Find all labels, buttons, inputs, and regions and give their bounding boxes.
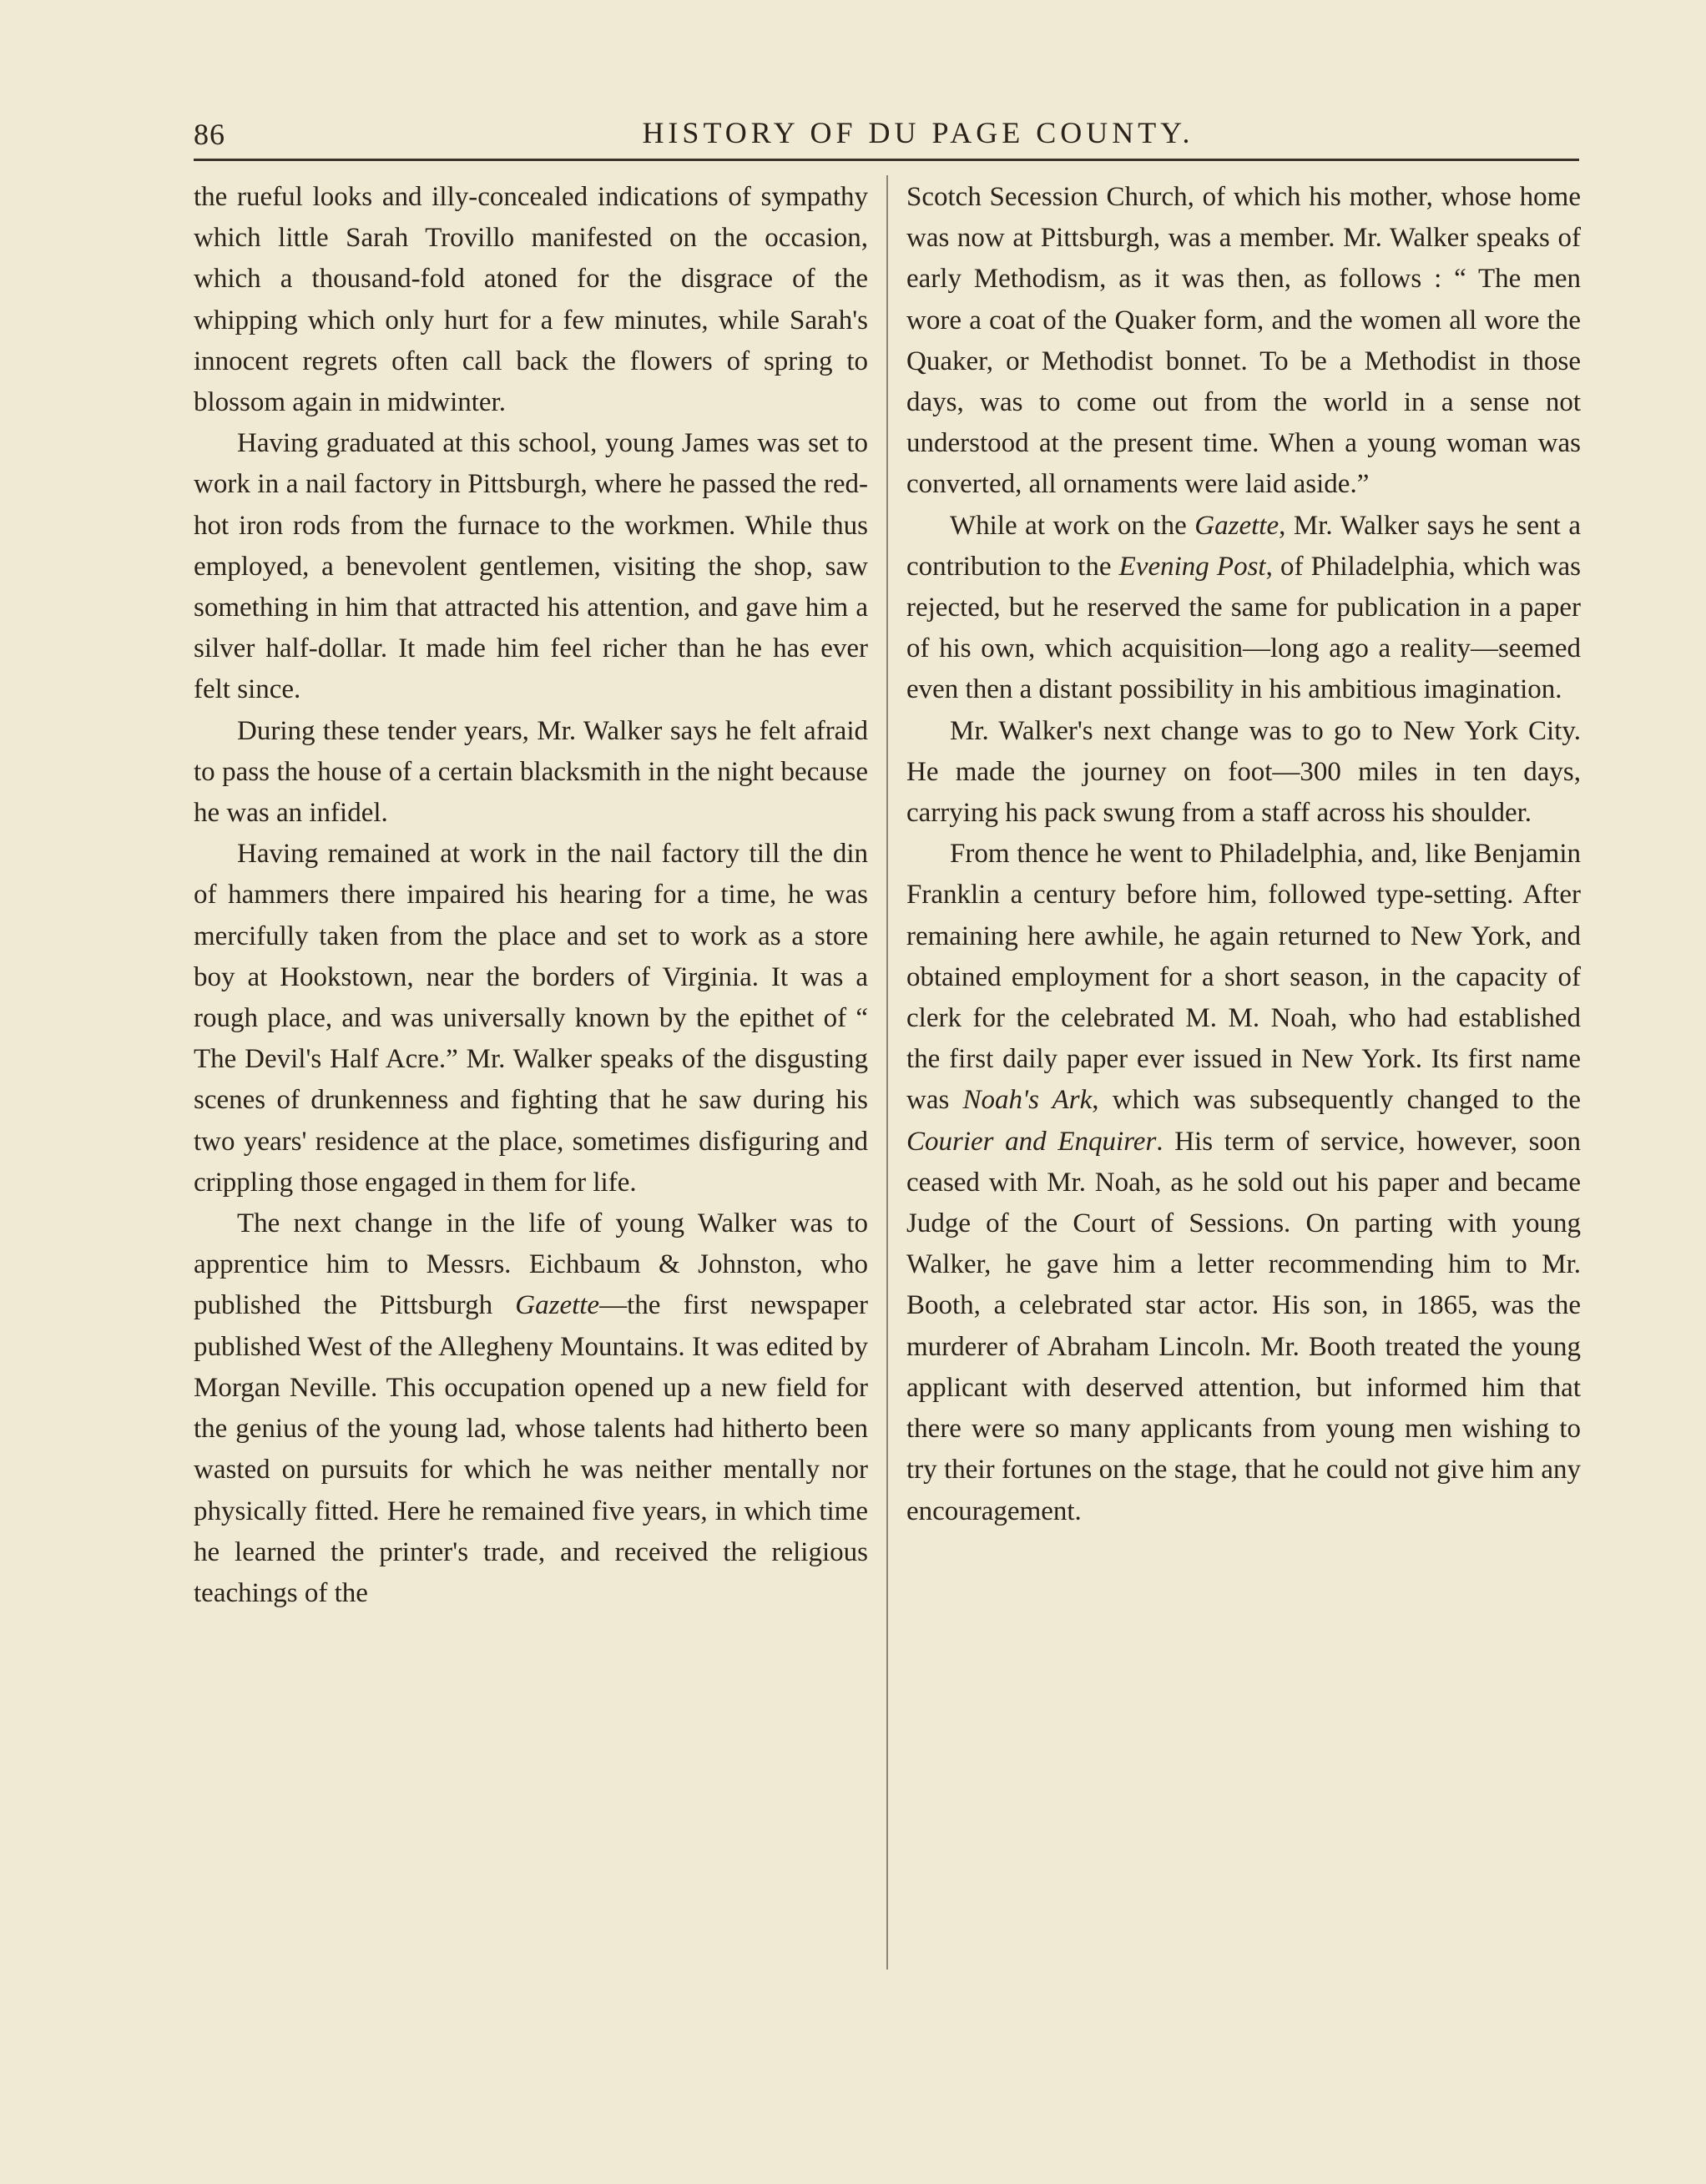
text-run: From thence he went to Philadelphia, and, like Benjamin Franklin a century before him, followed type-setting. After remaining here awhile, he again returned to New York, and obtained employment for a short season, in the capacity of clerk for the celebrated M. M. Noah, who had established the first daily paper ever issued in New York. Its first name was: [906, 839, 1581, 1116]
column-divider: [886, 175, 888, 1970]
paragraph: Having remained at work in the nail factory till the din of hammers there impaired his hearing for a time, he was mercifully taken from the place and set to work as a store boy at Hookstown, near the borders of Virginia. It was a rough place, and was universally known by the epithet of “ The Devil's Half Acre.” Mr. Walker speaks of the disgusting scenes of drunkenness and fighting that he saw during his two years' residence at the place, sometimes disfiguring and crippling those engaged in them for life.: [194, 839, 868, 1198]
text-run: , of Philadelphia, which was rejected, but he reserved the same for publication in a paper of his own, which acquisition—long ago a reality—seemed even then a distant possibility in his ambitious imagination.: [906, 551, 1582, 705]
text-run: , Mr. Walker says he sent a contribution to the: [906, 510, 1582, 582]
text-run: , which was subsequently changed to the: [1092, 1085, 1581, 1116]
paragraph: During these tender years, Mr. Walker says he felt afraid to pass the house of a certain blacksmith in the night because he was an infidel.: [194, 715, 868, 829]
paragraph: [194, 1203, 868, 1614]
paragraph: the rueful looks and illy-concealed indications of sympathy which little Sarah Trovillo manifested on the occasion, which a thousand-fold atoned for the disgrace of the whipping which only hurt for a few minutes, while Sarah's innocent regrets often call back the flowers of spring to blossom again in midwinter.: [194, 182, 868, 418]
page-number: 86: [194, 118, 225, 151]
paragraph: Scotch Secession Church, of which his mother, whose home was now at Pittsburgh, was a member. Mr. Walker speaks of early Methodism, as it was then, as follows : “ The men wore a coat of the Quaker form, and the women all wore the Quaker, or Methodist bonnet. To be a Methodist in those days, was to come out from the world in a sense not understood at the present time. When a young woman was converted, all ornaments were laid aside.”: [906, 182, 1581, 500]
running-head: HISTORY OF DU PAGE COUNTY.: [642, 116, 1194, 149]
italic-title: Courier and Enquirer: [906, 1126, 1157, 1157]
paragraph: Having graduated at this school, young James was set to work in a nail factory in Pittsburgh, where he passed the red-hot iron rods from the furnace to the workmen. While thus employed, a benevolent gentlemen, visiting the shop, saw something in him that attracted his attention, and gave him a silver half-dollar. It made him feel richer than he has ever felt since.: [194, 428, 868, 705]
italic-title: Noah's Ark: [962, 1085, 1093, 1116]
text-run: . His term of service, however, soon ceased with Mr. Noah, as he sold out his paper and became Judge of the Court of Sessions. On parting with young Walker, he gave him a letter recommending him to Mr. Booth, a celebrated star actor. His son, in 1865, was the murderer of Abraham Lincoln. Mr. Booth treated the young applicant with deserved attention, but informed him that there were so many applicants from young men wishing to try their fortunes on the stage, that he could not give him any encouragement.: [906, 1126, 1581, 1526]
italic-title: Gazette: [1194, 510, 1280, 541]
text-run: While at work on the: [950, 510, 1195, 541]
right-column: [906, 177, 1581, 1532]
text-run: The next change in the life of young Walker was to apprentice him to Messrs. Eichbaum & Johnston, who published the Pittsburgh: [194, 1208, 868, 1321]
italic-title: Gazette: [515, 1290, 600, 1321]
text-run: —the first newspaper published West of the Allegheny Mountains. It was edited by Morgan Neville. This occupation opened up a new field for the genius of the young lad, whose talents had hitherto been wasted on pursuits for which he was neither mentally nor physically fitted. Here he remained five years, in which time he learned the printer's trade, and received the religious teachings of the: [194, 1290, 868, 1608]
paragraph: [906, 506, 1581, 711]
paragraph: [906, 834, 1581, 1531]
italic-title: Evening Post: [1118, 551, 1266, 582]
left-column: [194, 177, 868, 1614]
header-rule: [194, 159, 1579, 161]
paragraph: Mr. Walker's next change was to go to New York City. He made the journey on foot—300 miles in ten days, carrying his pack swung from a staff across his shoulder.: [906, 715, 1581, 829]
